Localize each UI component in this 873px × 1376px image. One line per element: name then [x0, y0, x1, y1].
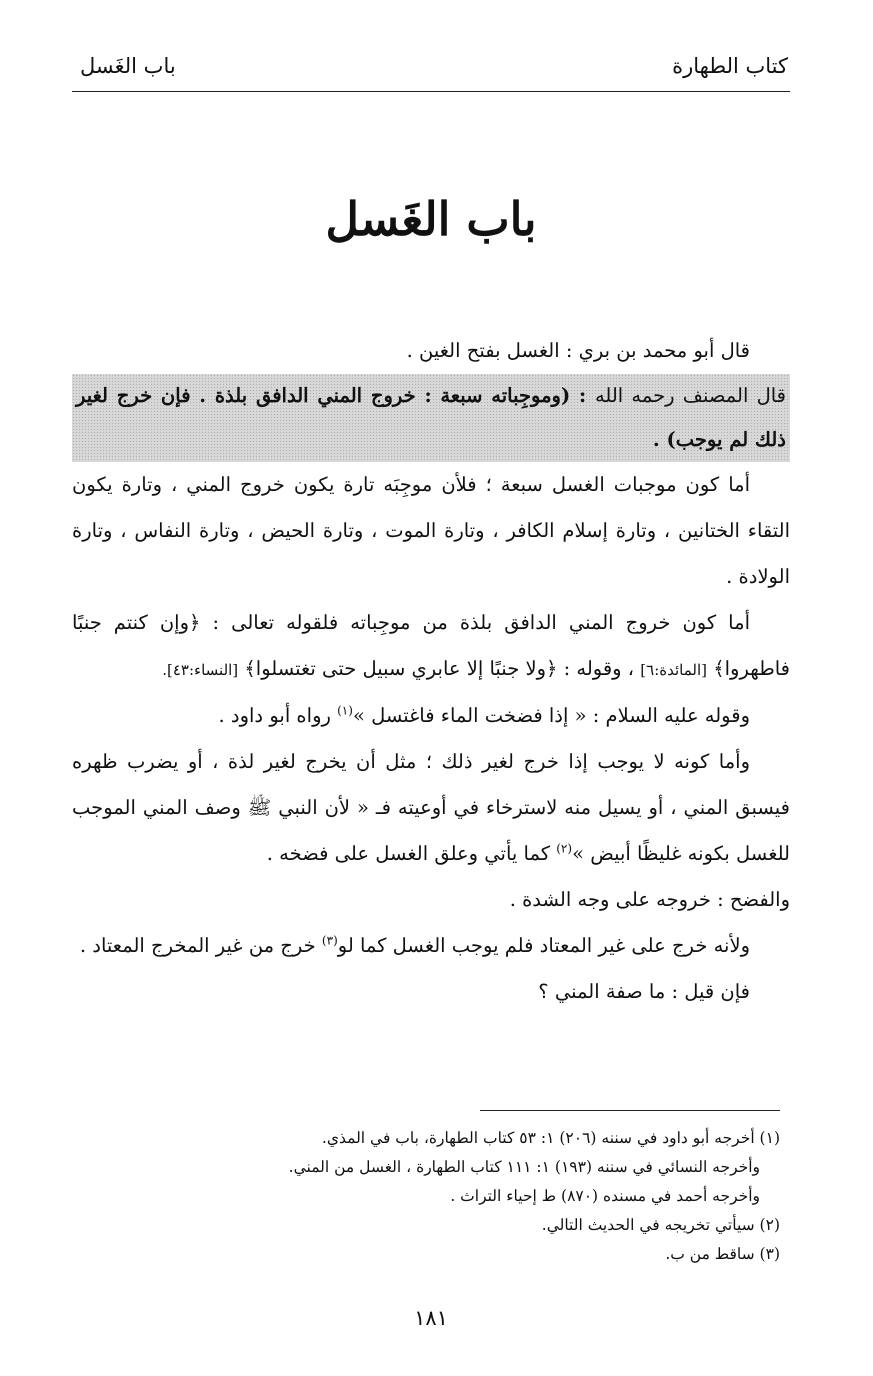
- intro-line: قال أبو محمد بن بري : الغسل بفتح الغين .: [406, 339, 750, 362]
- matn-lead: قال المصنف رحمه الله: [594, 384, 787, 407]
- paragraph-6-part-a: ولأنه خرج على غير المعتاد فلم يوجب الغسل كما لو: [337, 934, 750, 957]
- paragraph-6-part-b: خرج من غير المخرج المعتاد .: [79, 934, 322, 957]
- paragraph-3-part-a: وقوله عليه السلام : « إذا فضخت الماء فاغتسل »: [352, 704, 750, 727]
- paragraph-2: [72, 600, 790, 693]
- footnote-1: (١) أخرجه أبو داود في سننه (٢٠٦) ١: ٥٣ كتاب الطهارة، باب في المذي.: [321, 1129, 780, 1147]
- book-title: كتاب الطهارة: [672, 54, 788, 78]
- paragraph-2-part-a: أما كون خروج المني الدافق بلذة من موجِباته فلقوله تعالى : ﴿وإن كنتم جنبًا فاطهروا﴾: [72, 611, 790, 680]
- paragraph-5: والفضح : خروجه على وجه الشدة .: [509, 888, 790, 911]
- paragraph-3-part-b: رواه أبو داود .: [218, 704, 338, 727]
- footnote-1-continued-b: وأخرجه أحمد في مسنده (٨٧٠) ط إحياء التراث .: [450, 1187, 760, 1205]
- paragraph-4: [72, 739, 790, 877]
- footnote-1-continued-a: وأخرجه النسائي في سننه (١٩٣) ١: ١١١ كتاب الطهارة ، الغسل من المني.: [288, 1158, 760, 1176]
- paragraph-3: [72, 693, 790, 739]
- quran-reference-1: [المائدة:٦]: [640, 661, 707, 679]
- paragraph-2-part-b: ، وقوله : ﴿ولا جنبًا إلا عابري سبيل حتى تغتسلوا﴾: [244, 657, 641, 680]
- body-text: [72, 328, 790, 1015]
- footnotes: [112, 1124, 780, 1269]
- chapter-running-title: باب الغَسل: [80, 54, 176, 78]
- footnote-divider: [480, 1110, 780, 1111]
- matn-quote: [72, 374, 790, 462]
- footnote-marker-1: (١): [337, 703, 353, 718]
- chapter-title: باب الغَسل: [325, 192, 537, 246]
- matn-text: : (وموجِباته سبعة : خروج المني الدافق بلذة . فإن خرج لغير ذلك لم يوجب) .: [76, 384, 786, 451]
- footnote-marker-3: (٣): [321, 933, 338, 948]
- paragraph-4-part-a: وأما كونه لا يوجب إذا خرج لغير ذلك ؛ مثل أن يخرج لغير لذة ، أو يضرب ظهره فيسبق المني ، أو يسيل منه لاسترخاء في أوعيته فـ « لأن النبي ﷺ وصف المني الموجب للغسل بكونه غليظًا أبيض »: [72, 750, 790, 865]
- footnote-3: (٣) ساقط من ب.: [665, 1245, 780, 1263]
- footnote-2: (٢) سيأتي تخريجه في الحديث التالي.: [541, 1216, 780, 1234]
- running-header: [72, 52, 790, 92]
- paragraph-7: فإن قيل : ما صفة المني ؟: [538, 980, 750, 1003]
- page-number: ١٨١: [414, 1306, 448, 1330]
- quran-reference-2: [النساء:٤٣].: [162, 661, 239, 679]
- paragraph-1: أما كون موجبات الغسل سبعة ؛ فلأن موجِبَه تارة يكون خروج المني ، وتارة يكون التقاء الختانين ، وتارة إسلام الكافر ، وتارة الموت ، وتارة الحيض ، وتارة النفاس ، وتارة الولادة .: [72, 473, 790, 588]
- footnote-marker-2: (٢): [556, 841, 573, 856]
- paragraph-4-part-b: كما يأتي وعلق الغسل على فضخه .: [266, 842, 557, 865]
- paragraph-6: [72, 923, 790, 969]
